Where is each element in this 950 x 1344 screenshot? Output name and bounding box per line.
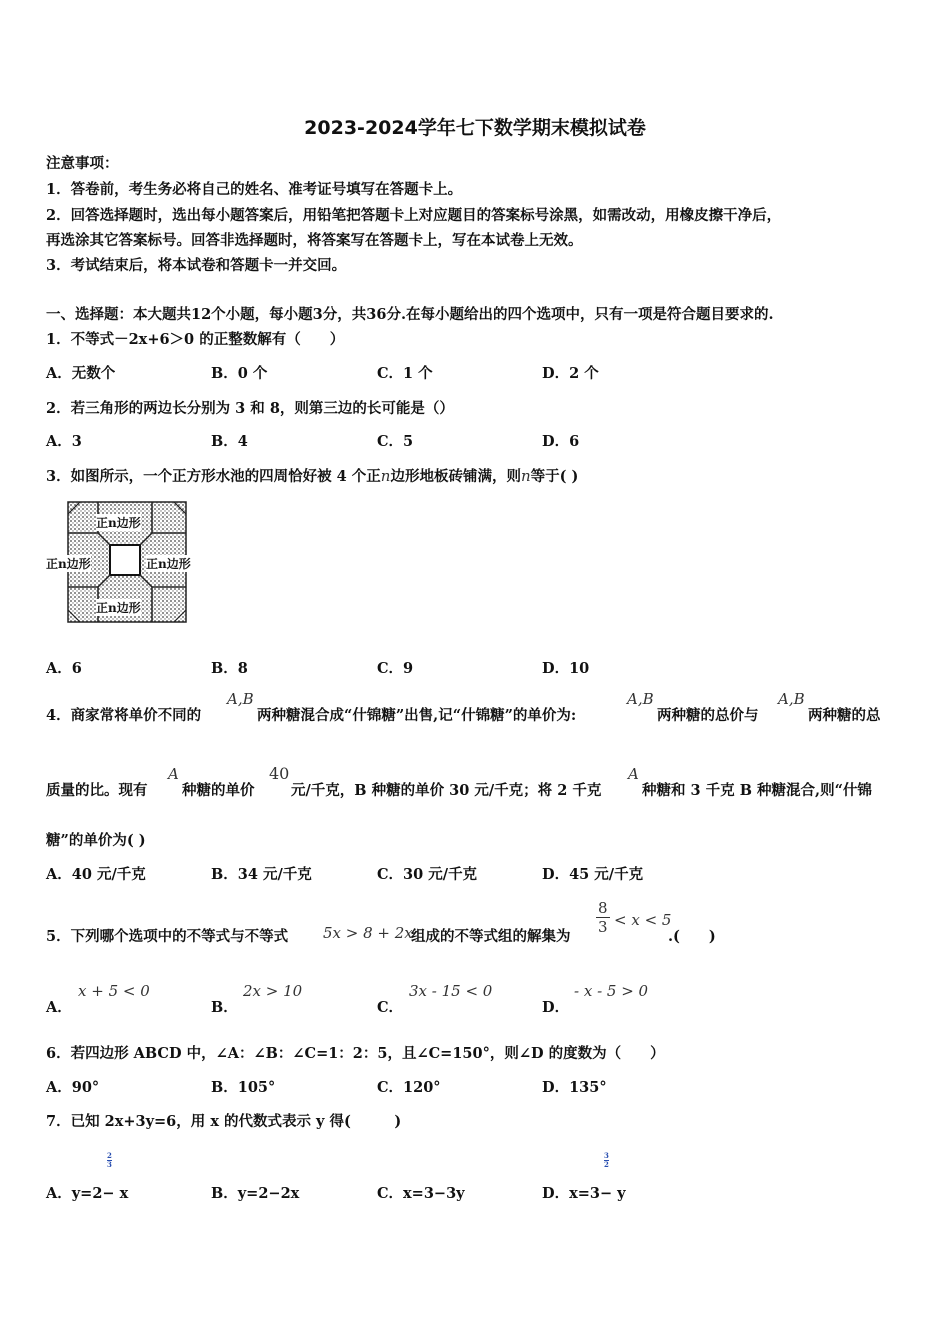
q4-option-a: A．40 元/千克 [46, 866, 146, 883]
q5-stem-part: .( ) [668, 928, 716, 945]
question-3-stem [46, 465, 578, 486]
q2-option-d: D．6 [542, 433, 580, 450]
q4-a: A [168, 765, 179, 783]
q7-option-b: B．y=2−2x [211, 1185, 300, 1202]
q5-option-a-letter: A． [46, 999, 72, 1016]
q4-stem-part: 糖”的单价为( ) [46, 832, 146, 849]
q5-option-b: 2x > 10 [243, 982, 303, 1000]
q5-option-c: 3x - 15 < 0 [409, 982, 493, 1000]
q7-a-frac-den: 3 [107, 1160, 112, 1169]
q4-ab: A,B [627, 690, 654, 708]
q4-ab: A,B [778, 690, 805, 708]
q3-option-a: A．6 [46, 660, 82, 677]
q5-frac-num: 8 [598, 899, 608, 917]
q4-price-a: 40 [269, 764, 290, 783]
q5-option-d-letter: D． [542, 999, 570, 1016]
q4-option-c: C．30 元/千克 [377, 866, 478, 883]
q3-stem-part: 等于( ) [530, 468, 579, 485]
notice-item: 再选涂其它答案标号。回答非选择题时，将答案写在答题卡上，写在本试卷上无效。 [46, 232, 583, 249]
q1-option-b: B．0 个 [211, 365, 268, 382]
q7-d-frac-num: 3 [604, 1151, 609, 1160]
figure-label-top: 正n边形 [96, 516, 141, 530]
q4-stem-part: 4．商家常将单价不同的 [46, 707, 202, 724]
figure-label-left: 正n边形 [46, 557, 91, 571]
notice-item: 1．答卷前，考生务必将自己的姓名、准考证号填写在答题卡上。 [46, 181, 463, 198]
q4-option-d: D．45 元/千克 [542, 866, 644, 883]
page-title: 2023-2024学年七下数学期末模拟试卷 [304, 117, 646, 139]
q4-stem-part: 两种糖混合成“什锦糖”出售,记“什锦糖”的单价为: [257, 707, 577, 724]
q3-option-b: B．8 [211, 660, 248, 677]
q5-option-d: - x - 5 > 0 [574, 982, 649, 1000]
section-heading: 一、选择题：本大题共12个小题，每小题3分，共36分.在每小题给出的四个选项中，只有一项是符合题目要求的. [46, 306, 774, 323]
q1-option-a: A．无数个 [46, 365, 116, 382]
q1-option-c: C．1 个 [377, 365, 433, 382]
notice-heading: 注意事项： [46, 155, 119, 172]
q4-stem-part: 质量的比。现有 [46, 782, 148, 799]
q1-option-d: D．2 个 [542, 365, 599, 382]
q6-option-a: A．90° [46, 1079, 100, 1096]
q4-ab: A,B [227, 690, 254, 708]
q4-stem-part: 两种糖的总 [808, 707, 881, 724]
q2-option-a: A．3 [46, 433, 82, 450]
question-6-stem: 6．若四边形 ABCD 中，∠A：∠B：∠C=1：2：5，且∠C=150°，则∠D 的度数为（ ） [46, 1045, 665, 1062]
q7-a-frac-num: 2 [107, 1151, 112, 1160]
q2-option-b: B．4 [211, 433, 248, 450]
q6-option-c: C．120° [377, 1079, 441, 1096]
q3-n: n [520, 467, 531, 485]
question-2-stem: 2．若三角形的两边长分别为 3 和 8，则第三边的长可能是（） [46, 400, 454, 417]
q3-stem-part: 边形地板砖铺满，则 [390, 468, 521, 485]
q6-option-b: B．105° [211, 1079, 276, 1096]
notice-item: 3．考试结束后，将本试卷和答题卡一并交回。 [46, 257, 347, 274]
q5-fraction [596, 899, 610, 936]
q5-inequality: 5x > 8 + 2x [323, 924, 413, 942]
q5-range: < x < 5 [614, 911, 672, 929]
q7-option-c: C．x=3−3y [377, 1185, 465, 1202]
q5-option-a: x + 5 < 0 [78, 982, 150, 1000]
q3-stem-part: 3．如图所示，一个正方形水池的四周恰好被 4 个正 [46, 468, 381, 485]
q4-stem-part: 种糖和 3 千克 B 种糖混合,则“什锦 [642, 782, 872, 799]
q6-option-d: D．135° [542, 1079, 607, 1096]
question-1-stem: 1．不等式－2x+6＞0 的正整数解有（ ） [46, 331, 345, 348]
q4-option-b: B．34 元/千克 [211, 866, 312, 883]
pool-tiling-figure [46, 496, 216, 634]
q2-option-c: C．5 [377, 433, 414, 450]
q4-a: A [628, 765, 639, 783]
figure-label-bottom: 正n边形 [96, 601, 141, 615]
q4-stem-part: 元/千克，B 种糖的单价 30 元/千克；将 2 千克 [291, 782, 602, 799]
q7-d-frac-den: 2 [604, 1160, 609, 1169]
q3-option-c: C．9 [377, 660, 414, 677]
q5-frac-den: 3 [598, 918, 608, 936]
q3-n: n [380, 467, 391, 485]
figure-label-right: 正n边形 [146, 557, 191, 571]
q5-option-c-letter: C． [377, 999, 404, 1016]
q5-stem-part: 5．下列哪个选项中的不等式与不等式 [46, 928, 289, 945]
q7-a-fraction [107, 1152, 112, 1169]
q4-stem-part: 两种糖的总价与 [657, 707, 759, 724]
q7-d-fraction [604, 1152, 609, 1169]
q5-option-b-letter: B． [211, 999, 238, 1016]
q7-option-a: A．y=2− x [46, 1185, 129, 1202]
question-7-stem: 7．已知 2x+3y=6，用 x 的代数式表示 y 得( ) [46, 1113, 402, 1130]
q3-option-d: D．10 [542, 660, 590, 677]
q5-stem-part: 组成的不等式组的解集为 [411, 928, 571, 945]
notice-item: 2．回答选择题时，选出每小题答案后，用铅笔把答题卡上对应题目的答案标号涂黑，如需改动，用橡皮擦干净后， [46, 207, 782, 224]
q4-stem-part: 种糖的单价 [182, 782, 255, 799]
q7-option-d: D．x=3− y [542, 1185, 626, 1202]
